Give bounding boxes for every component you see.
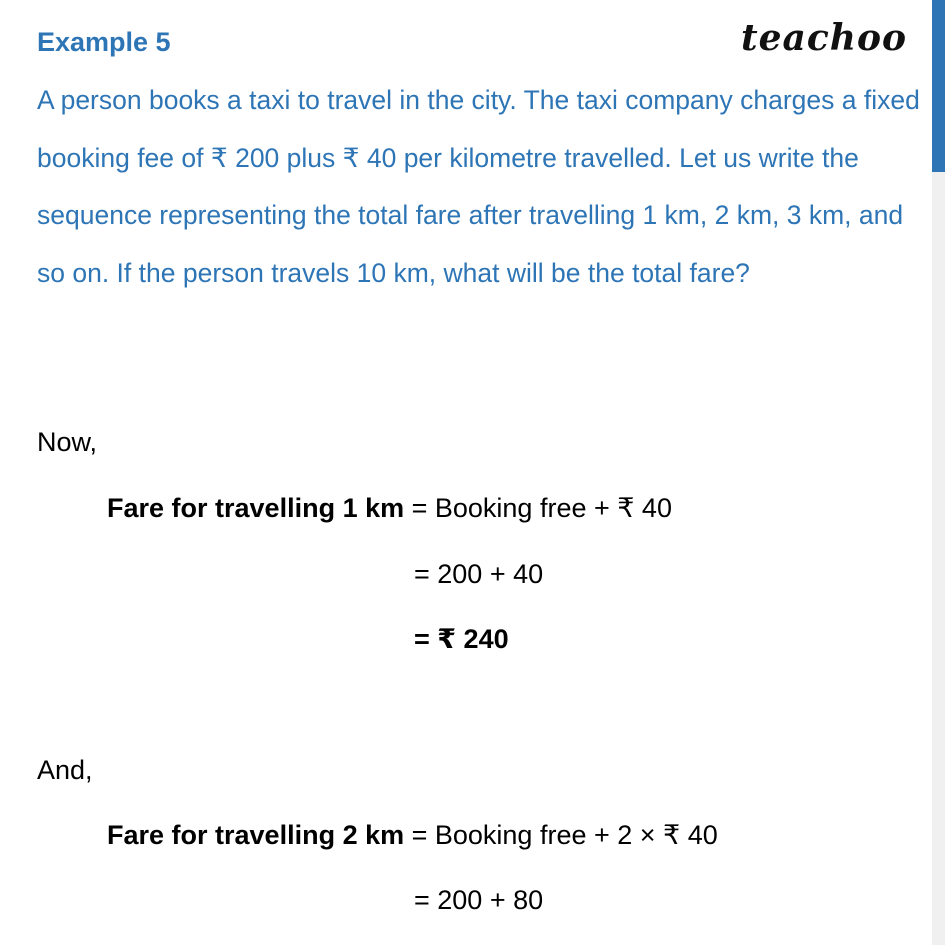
scrollbar-thumb[interactable]: [932, 0, 945, 172]
step2-label: Fare for travelling 2 km: [107, 820, 405, 850]
and-label: And,: [37, 755, 93, 785]
example-title: Example 5: [37, 27, 171, 57]
teachoo-logo: teachoo: [741, 17, 907, 59]
step2-line2: = 200 + 80: [414, 885, 544, 915]
step1-line2: = 200 + 40: [414, 559, 544, 589]
step2-expression: = Booking free + 2 × ₹ 40: [404, 820, 718, 850]
now-label: Now,: [37, 427, 98, 457]
question-text: A person books a taxi to travel in the city. The taxi company charges a fixed booking fee of ₹ 200 plus ₹ 40 per kilometre travelled. Let us write the sequence representing the total fare after travelling 1 km, 2 km, 3 km, and so on. If the person travels 10 km, what will be the total fare?: [37, 85, 920, 288]
step1-result: = ₹ 240: [414, 624, 509, 654]
step1-expression: = Booking free + ₹ 40: [404, 493, 672, 523]
step1-label: Fare for travelling 1 km: [107, 493, 405, 523]
step1-equation: [107, 490, 672, 526]
step2-equation: [107, 817, 718, 853]
